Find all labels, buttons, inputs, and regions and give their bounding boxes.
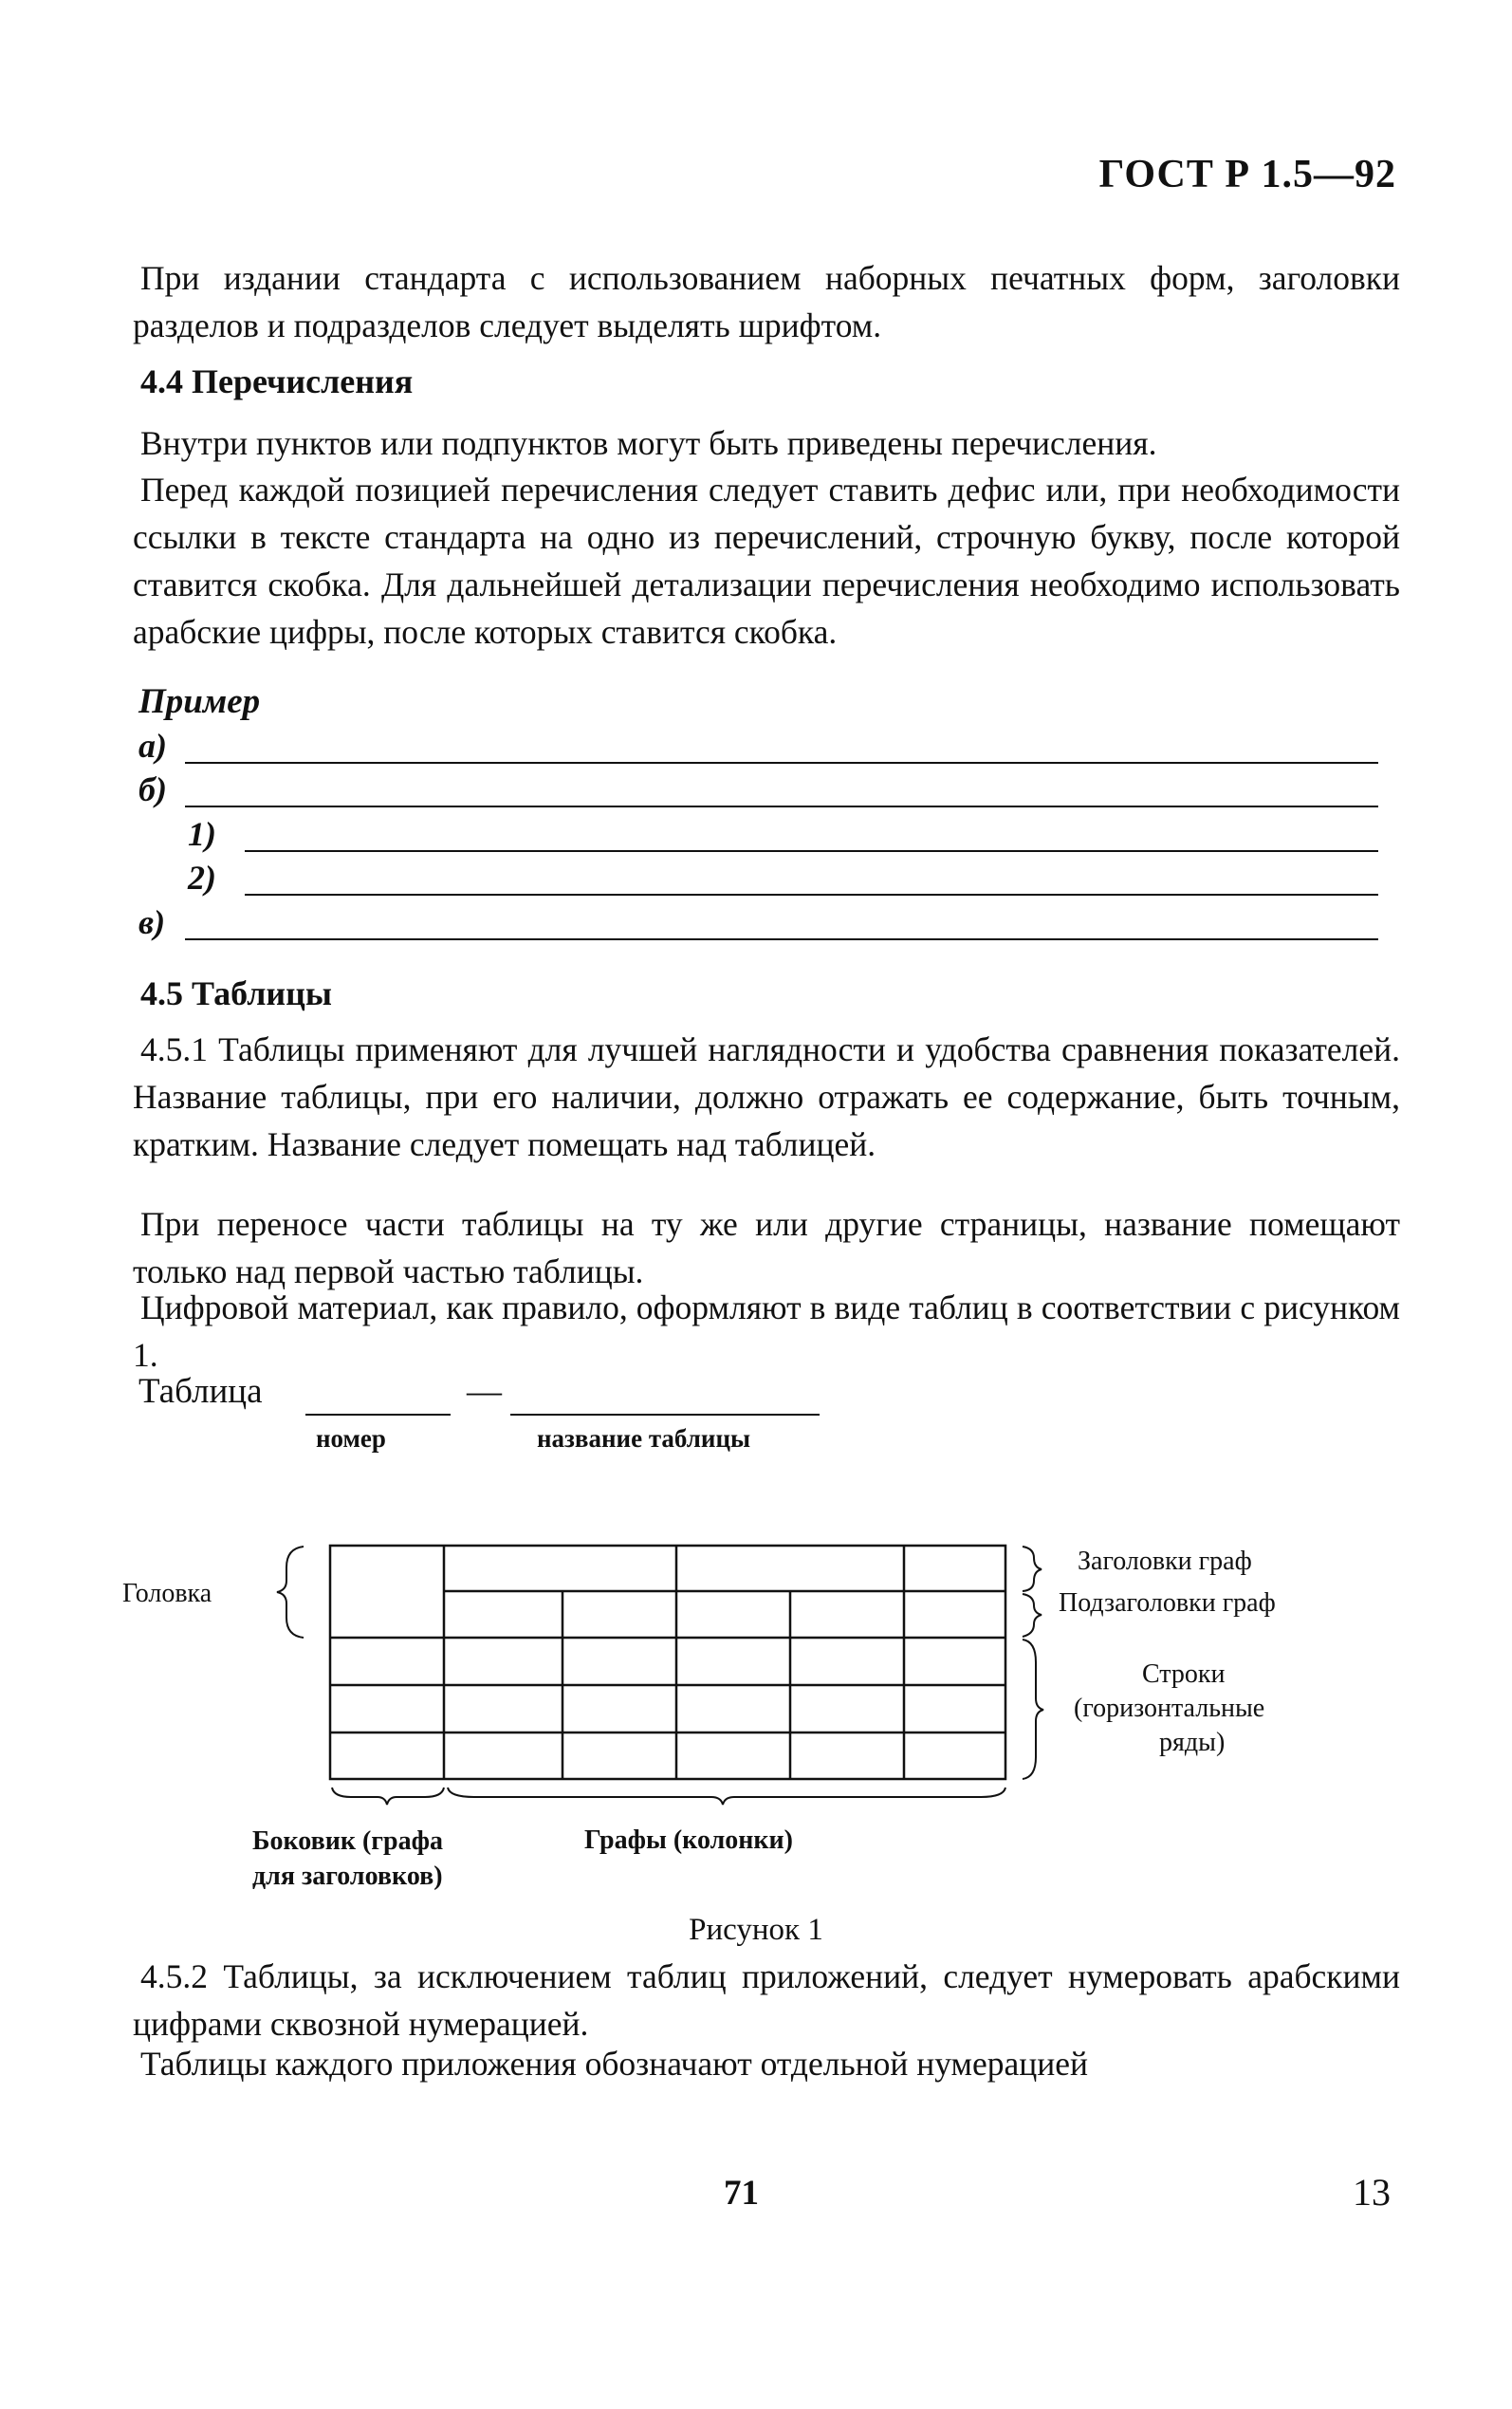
column-headers-brace [1023, 1547, 1042, 1591]
page-number-right: 13 [1353, 2171, 1391, 2214]
column-subheaders-label: Подзаголовки граф [1059, 1588, 1276, 1618]
rows-label-line3: ряды) [1159, 1728, 1226, 1757]
table-dash: — [467, 1372, 502, 1411]
columns-brace [448, 1788, 1005, 1805]
stub-brace [332, 1788, 444, 1805]
head-label: Головка [122, 1579, 212, 1608]
paragraph-text: При переносе части таблицы на ту же или другие страницы, название помещают только над первой частью таблицы. [133, 1205, 1400, 1290]
table-number-label: номер [316, 1424, 386, 1453]
paragraph-text: Перед каждой позицией перечисления следует ставить дефис или, при необходимости ссылки в тексте стандарта на одно из перечислений, строчную букву, после которой ставится скобка. Для дальнейшей детализации перечисления необходимо использовать арабские цифры, после которых ставится скобка. [133, 471, 1400, 651]
rows-brace [1023, 1640, 1043, 1779]
table-title-label: название таблицы [537, 1424, 751, 1453]
paragraph-appendix-tables [133, 2040, 1400, 2087]
paragraph-text: Внутри пунктов или подпунктов могут быть приведены перечисления. [140, 424, 1157, 462]
list-item-v-label: в) [138, 903, 166, 941]
stub-label-line2: для заголовков) [252, 1862, 443, 1891]
rows-label-line1: Строки [1142, 1659, 1226, 1689]
section-4-4-heading: 4.4 Перечисления [140, 362, 414, 400]
list-item-a-label: а) [138, 727, 167, 765]
column-headers-label: Заголовки граф [1078, 1547, 1252, 1576]
column-subheaders-brace [1023, 1594, 1042, 1637]
figure-caption: Рисунок 1 [689, 1913, 823, 1947]
section-4-5-heading: 4.5 Таблицы [140, 974, 333, 1012]
list-item-b-label: б) [138, 770, 167, 808]
paragraph-text: 4.5.1 Таблицы применяют для лучшей наглядности и удобства сравнения показателей. Название таблицы, при его наличии, должно отражать ее содержание, быть точным, кратким. Название следует помещать над таблицей. [133, 1030, 1400, 1163]
list-item-1-label: 1) [188, 815, 216, 853]
columns-label: Графы (колонки) [584, 1825, 794, 1855]
paragraph-text: При издании стандарта с использованием наборных печатных форм, заголовки разделов и подразделов следует выделять шрифтом. [133, 259, 1400, 344]
head-brace [277, 1547, 304, 1638]
list-item-2-label: 2) [188, 859, 216, 897]
stub-label-line1: Боковик (графа [252, 1826, 443, 1856]
paragraph-4-5-2 [133, 1953, 1400, 2048]
page-number-center: 71 [724, 2174, 759, 2213]
example-title: Пример [138, 682, 261, 721]
paragraph-text: Цифровой материал, как правило, оформляют в виде таблиц в соответствии с рисунком 1. [133, 1288, 1400, 1374]
paragraph-text: Таблицы каждого приложения обозначают отдельной нумерацией [140, 2045, 1089, 2083]
standard-header: ГОСТ Р 1.5—92 [1098, 153, 1396, 196]
paragraph-text: 4.5.2 Таблицы, за исключением таблиц приложений, следует нумеровать арабскими цифрами сквозной нумерацией. [133, 1957, 1400, 2043]
table-word: Таблица [138, 1372, 263, 1411]
rows-label-line2: (горизонтальные [1074, 1694, 1265, 1723]
